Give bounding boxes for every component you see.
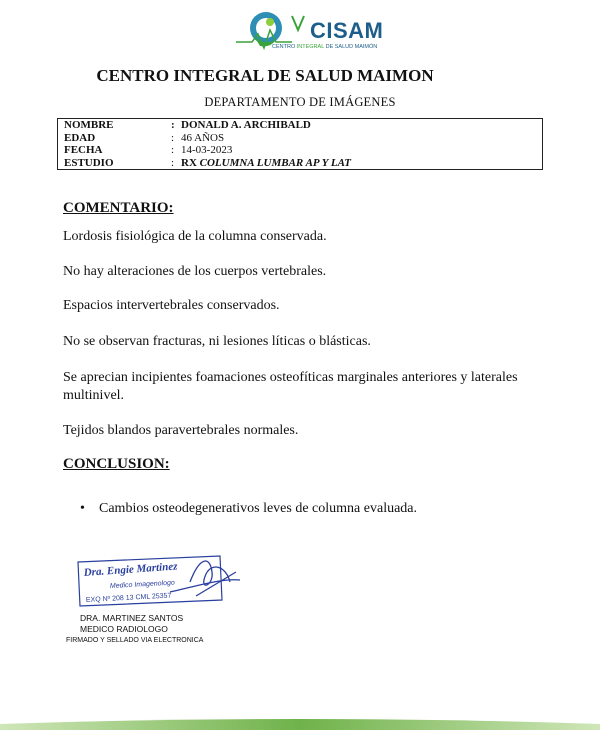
info-row-study — [58, 157, 542, 170]
date-value: 14-03-2023 — [181, 144, 233, 156]
comment-heading: COMENTARIO: — [63, 200, 174, 216]
study-value: RX COLUMNA LUMBAR AP Y LAT — [181, 156, 352, 169]
age-label: EDAD — [64, 131, 96, 144]
age-value: 46 AÑOS — [181, 131, 225, 144]
colon: : — [171, 144, 175, 156]
colon: : — [171, 119, 175, 131]
signature-note: FIRMADO Y SELLADO VIA ELECTRONICA — [66, 637, 204, 644]
study-label: ESTUDIO — [64, 156, 114, 169]
logo-wordmark: CISAM — [310, 18, 384, 43]
comment-paragraph: No hay alteraciones de los cuerpos vertebrales. — [63, 264, 327, 279]
name-label: NOMBRE — [64, 119, 114, 131]
conclusion-item: Cambios osteodegenerativos leves de columna evaluada. — [99, 501, 418, 516]
logo-subtitle: CENTRO INTEGRAL DE SALUD MAIMÓN — [272, 44, 378, 50]
cisam-logo — [232, 6, 382, 60]
signer-title: MEDICO RADIOLOGO — [80, 624, 168, 634]
comment-paragraph: No se observan fracturas, ni lesiones líticas o blásticas. — [63, 334, 371, 349]
colon: : — [171, 156, 175, 169]
name-value: DONALD A. ARCHIBALD — [181, 119, 311, 131]
date-label: FECHA — [64, 144, 103, 156]
bullet-icon: • — [80, 501, 85, 516]
comment-paragraph: Lordosis fisiológica de la columna conservada. — [63, 229, 327, 244]
patient-info-box — [57, 118, 543, 170]
footer-decoration — [0, 716, 600, 730]
signature-stamp — [70, 552, 242, 614]
info-row-date — [58, 144, 542, 157]
conclusion-heading: CONCLUSION: — [63, 456, 170, 472]
signature-scribble-icon — [170, 561, 240, 596]
comment-paragraph: Se aprecian incipientes foamaciones osteofíticas marginales anteriores y laterales multinivel. — [63, 370, 518, 403]
comment-paragraph: Tejidos blandos paravertebrales normales. — [63, 423, 299, 438]
stamp-role: Medico Imagenologo — [109, 579, 176, 590]
info-row-age — [58, 132, 542, 145]
stamp-name: Dra. Engie Martinez — [83, 560, 178, 579]
department-title: DEPARTAMENTO DE IMÁGENES — [204, 95, 396, 109]
signer-name: DRA. MARTINEZ SANTOS — [80, 613, 184, 623]
colon: : — [171, 131, 175, 144]
info-row-name — [58, 119, 542, 132]
organization-title: CENTRO INTEGRAL DE SALUD MAIMON — [96, 66, 434, 85]
comment-paragraph: Espacios intervertebrales conservados. — [63, 298, 280, 313]
stamp-id: EXQ Nº 208 13 CML 25357 — [85, 592, 172, 604]
